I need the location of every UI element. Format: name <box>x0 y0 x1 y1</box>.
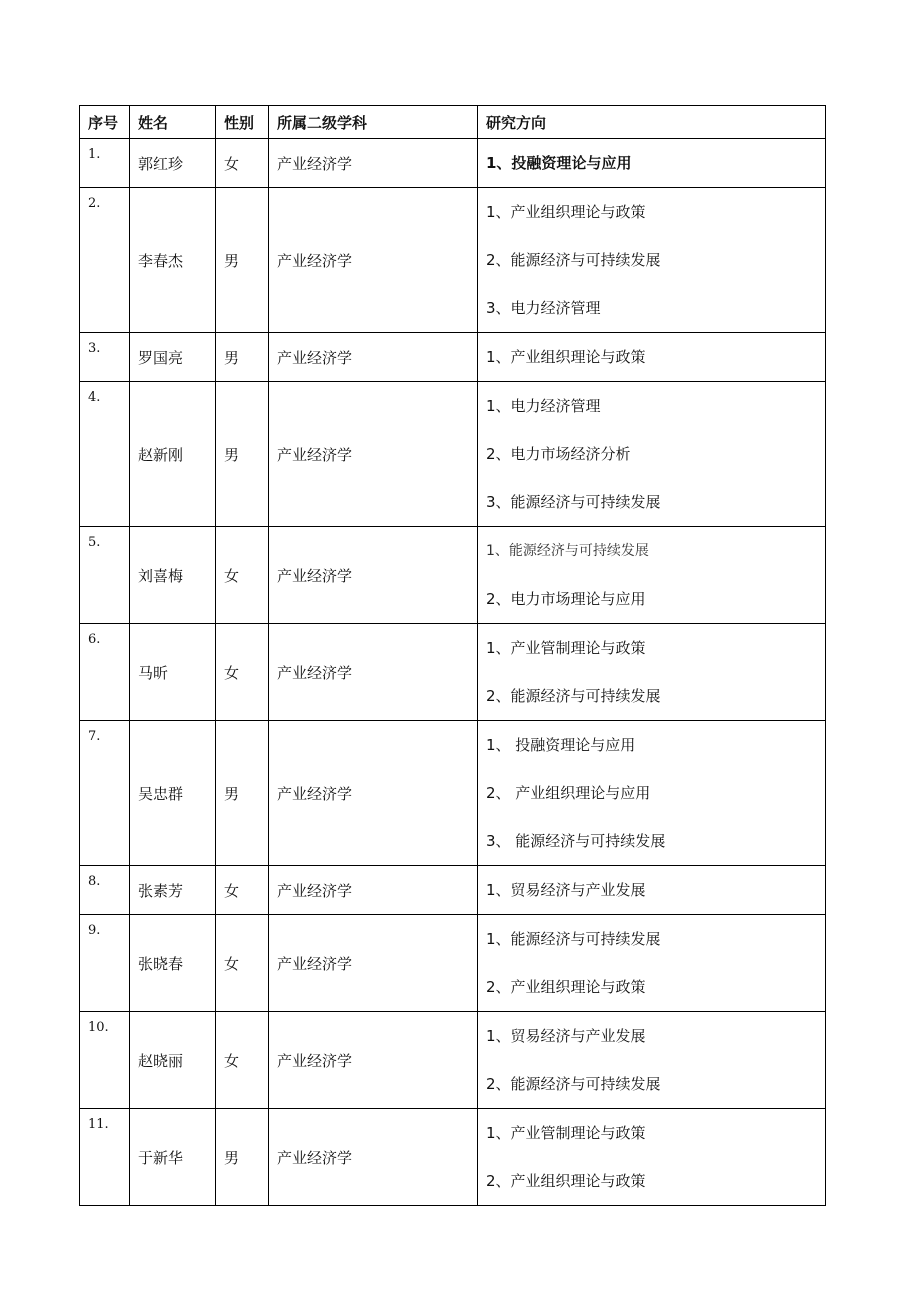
direction-item: 2、产业组织理论与政策 <box>486 1172 646 1190</box>
cell-directions <box>478 915 826 1012</box>
table-body <box>80 139 826 1206</box>
cell-seq: 11. <box>80 1109 130 1206</box>
direction-item: 1、能源经济与可持续发展 <box>486 543 649 559</box>
cell-discipline: 产业经济学 <box>269 139 478 188</box>
cell-gender: 男 <box>216 382 269 527</box>
cell-gender: 男 <box>216 1109 269 1206</box>
table-row <box>80 382 826 527</box>
direction-item: 1、 投融资理论与应用 <box>486 736 636 754</box>
table-row <box>80 1109 826 1206</box>
cell-directions <box>478 382 826 527</box>
cell-gender: 男 <box>216 333 269 382</box>
cell-name: 李春杰 <box>130 188 216 333</box>
cell-directions <box>478 624 826 721</box>
header-direction: 研究方向 <box>478 106 826 139</box>
table-row <box>80 624 826 721</box>
direction-item: 3、 能源经济与可持续发展 <box>486 832 666 850</box>
cell-discipline: 产业经济学 <box>269 1109 478 1206</box>
table-row <box>80 139 826 188</box>
table-row <box>80 721 826 866</box>
cell-seq: 4. <box>80 382 130 527</box>
cell-discipline: 产业经济学 <box>269 527 478 624</box>
cell-seq: 5. <box>80 527 130 624</box>
header-name: 姓名 <box>130 106 216 139</box>
cell-name: 吴忠群 <box>130 721 216 866</box>
cell-directions <box>478 333 826 382</box>
direction-item: 2、产业组织理论与政策 <box>486 978 646 996</box>
cell-seq: 2. <box>80 188 130 333</box>
table-row <box>80 527 826 624</box>
cell-seq: 9. <box>80 915 130 1012</box>
direction-item: 2、电力市场经济分析 <box>486 445 631 463</box>
cell-discipline: 产业经济学 <box>269 188 478 333</box>
cell-discipline: 产业经济学 <box>269 624 478 721</box>
cell-gender: 男 <box>216 188 269 333</box>
direction-item: 1、贸易经济与产业发展 <box>486 881 646 899</box>
table-row <box>80 1012 826 1109</box>
direction-item: 3、能源经济与可持续发展 <box>486 493 661 511</box>
header-row <box>80 106 826 139</box>
cell-name: 赵晓丽 <box>130 1012 216 1109</box>
direction-item: 2、电力市场理论与应用 <box>486 590 646 608</box>
cell-gender: 女 <box>216 624 269 721</box>
cell-directions <box>478 1012 826 1109</box>
cell-discipline: 产业经济学 <box>269 866 478 915</box>
cell-gender: 女 <box>216 527 269 624</box>
cell-seq: 1. <box>80 139 130 188</box>
cell-directions <box>478 866 826 915</box>
table-row <box>80 866 826 915</box>
cell-discipline: 产业经济学 <box>269 333 478 382</box>
cell-name: 罗国亮 <box>130 333 216 382</box>
direction-item: 1、产业管制理论与政策 <box>486 1124 646 1142</box>
direction-item: 1、产业管制理论与政策 <box>486 639 646 657</box>
cell-name: 于新华 <box>130 1109 216 1206</box>
cell-name: 郭红珍 <box>130 139 216 188</box>
cell-name: 张晓春 <box>130 915 216 1012</box>
cell-discipline: 产业经济学 <box>269 1012 478 1109</box>
cell-gender: 女 <box>216 139 269 188</box>
direction-item: 3、电力经济管理 <box>486 299 601 317</box>
direction-item: 2、能源经济与可持续发展 <box>486 687 661 705</box>
table-row <box>80 188 826 333</box>
cell-directions <box>478 188 826 333</box>
direction-item: 2、 产业组织理论与应用 <box>486 784 651 802</box>
direction-item: 2、能源经济与可持续发展 <box>486 251 661 269</box>
direction-item: 1、贸易经济与产业发展 <box>486 1027 646 1045</box>
cell-gender: 男 <box>216 721 269 866</box>
cell-seq: 8. <box>80 866 130 915</box>
direction-item: 1、产业组织理论与政策 <box>486 348 646 366</box>
cell-seq: 7. <box>80 721 130 866</box>
direction-item: 1、投融资理论与应用 <box>486 154 632 172</box>
cell-directions <box>478 139 826 188</box>
cell-seq: 3. <box>80 333 130 382</box>
cell-directions <box>478 527 826 624</box>
cell-name: 马昕 <box>130 624 216 721</box>
table-row <box>80 333 826 382</box>
cell-seq: 6. <box>80 624 130 721</box>
cell-seq: 10. <box>80 1012 130 1109</box>
cell-gender: 女 <box>216 1012 269 1109</box>
cell-discipline: 产业经济学 <box>269 915 478 1012</box>
direction-item: 1、能源经济与可持续发展 <box>486 930 661 948</box>
cell-gender: 女 <box>216 866 269 915</box>
header-seq: 序号 <box>80 106 130 139</box>
direction-item: 1、电力经济管理 <box>486 397 601 415</box>
cell-name: 刘喜梅 <box>130 527 216 624</box>
table-row <box>80 915 826 1012</box>
cell-name: 赵新刚 <box>130 382 216 527</box>
cell-discipline: 产业经济学 <box>269 721 478 866</box>
direction-item: 2、能源经济与可持续发展 <box>486 1075 661 1093</box>
header-discipline: 所属二级学科 <box>269 106 478 139</box>
faculty-table <box>79 105 826 1206</box>
cell-name: 张素芳 <box>130 866 216 915</box>
cell-discipline: 产业经济学 <box>269 382 478 527</box>
header-gender: 性别 <box>216 106 269 139</box>
cell-gender: 女 <box>216 915 269 1012</box>
direction-item: 1、产业组织理论与政策 <box>486 203 646 221</box>
cell-directions <box>478 721 826 866</box>
cell-directions <box>478 1109 826 1206</box>
